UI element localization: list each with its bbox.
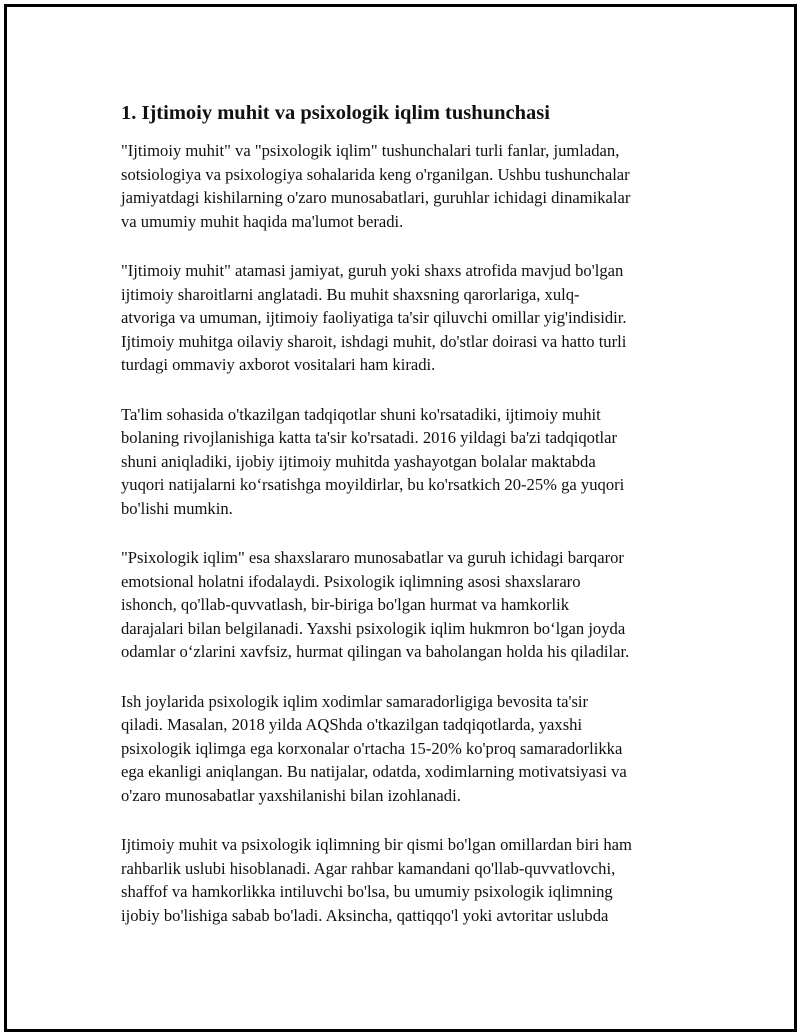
text-line: jamiyatdagi kishilarning o'zaro munosabatlari, guruhlar ichidagi dinamikalar	[121, 188, 631, 207]
paragraph-5	[121, 690, 701, 808]
text-line: psixologik iqlimga ega korxonalar o'rtacha 15-20% ko'proq samaradorlikka	[121, 738, 623, 758]
text-line: shuni aniqladiki, ijobiy ijtimoiy muhitda yashayotgan bolalar maktabda	[121, 451, 596, 471]
text-line: odamlar o‘zlarini xavfsiz, hurmat qilingan va baholangan holda his qiladilar.	[121, 642, 630, 661]
text-line: bo'lishi mumkin.	[121, 498, 233, 518]
text-line: turdagi ommaviy axborot vositalari ham kiradi.	[121, 355, 436, 374]
text-line: bolaning rivojlanishiga katta ta'sir ko'rsatadi. 2016 yildagi ba'zi tadqiqotlar	[121, 428, 618, 447]
text-line: yuqori natijalarni ko‘rsatishga moyildirlar, bu ko'rsatkich 20-25% ga yuqori	[121, 475, 625, 494]
paragraph-6	[121, 833, 701, 927]
text-line: sotsiologiya va psixologiya sohalarida keng o'rganilgan. Ushbu tushunchalar	[121, 164, 630, 184]
text-line: ijobiy bo'lishiga sabab bo'ladi. Aksincha, qattiqqo'l yoki avtoritar uslubda	[121, 905, 609, 925]
text-line: Ijtimoiy muhit va psixologik iqlimning bir qismi bo'lgan omillardan biri ham	[121, 835, 632, 854]
page-frame	[4, 4, 797, 1032]
section-heading: 1. Ijtimoiy muhit va psixologik iqlim tushunchasi	[121, 102, 550, 124]
text-line: Ijtimoiy muhitga oilaviy sharoit, ishdagi muhit, do'stlar doirasi va hatto turli	[121, 331, 627, 351]
text-line: Ish joylarida psixologik iqlim xodimlar samaradorligiga bevosita ta'sir	[121, 691, 589, 711]
text-line: rahbarlik uslubi hisoblanadi. Agar rahbar kamandani qo'llab-quvvatlovchi,	[121, 858, 616, 878]
document-body	[121, 99, 701, 953]
text-line: emotsional holatni ifodalaydi. Psixologik iqlimning asosi shaxslararo	[121, 571, 581, 591]
text-line: Ta'lim sohasida o'tkazilgan tadqiqotlar shuni ko'rsatadiki, ijtimoiy muhit	[121, 404, 601, 424]
text-line: qiladi. Masalan, 2018 yilda AQShda o'tkazilgan tadqiqotlarda, yaxshi	[121, 715, 583, 734]
text-line: ishonch, qo'llab-quvvatlash, bir-biriga bo'lgan hurmat va hamkorlik	[121, 595, 570, 614]
text-line: "Ijtimoiy muhit" atamasi jamiyat, guruh yoki shaxs atrofida mavjud bo'lgan	[121, 261, 624, 280]
paragraph-3	[121, 403, 701, 521]
paragraph-2	[121, 259, 701, 377]
paragraph-1	[121, 139, 701, 233]
text-line: ijtimoiy sharoitlarni anglatadi. Bu muhit shaxsning qarorlariga, xulq-	[121, 284, 580, 304]
text-line: va umumiy muhit haqida ma'lumot beradi.	[121, 211, 404, 231]
text-line: darajalari bilan belgilanadi. Yaxshi psixologik iqlim hukmron bo‘lgan joyda	[121, 618, 626, 638]
text-line: "Ijtimoiy muhit" va "psixologik iqlim" tushunchalari turli fanlar, jumladan,	[121, 141, 620, 160]
paragraph-4	[121, 546, 701, 664]
text-line: atvoriga va umuman, ijtimoiy faoliyatiga ta'sir qiluvchi omillar yig'indisidir.	[121, 308, 627, 327]
text-line: o'zaro munosabatlar yaxshilanishi bilan izohlanadi.	[121, 785, 461, 805]
text-line: "Psixologik iqlim" esa shaxslararo munosabatlar va guruh ichidagi barqaror	[121, 548, 624, 567]
text-line: shaffof va hamkorlikka intiluvchi bo'lsa, bu umumiy psixologik iqlimning	[121, 882, 613, 901]
text-line: ega ekanligi aniqlangan. Bu natijalar, odatda, xodimlarning motivatsiyasi va	[121, 762, 627, 781]
